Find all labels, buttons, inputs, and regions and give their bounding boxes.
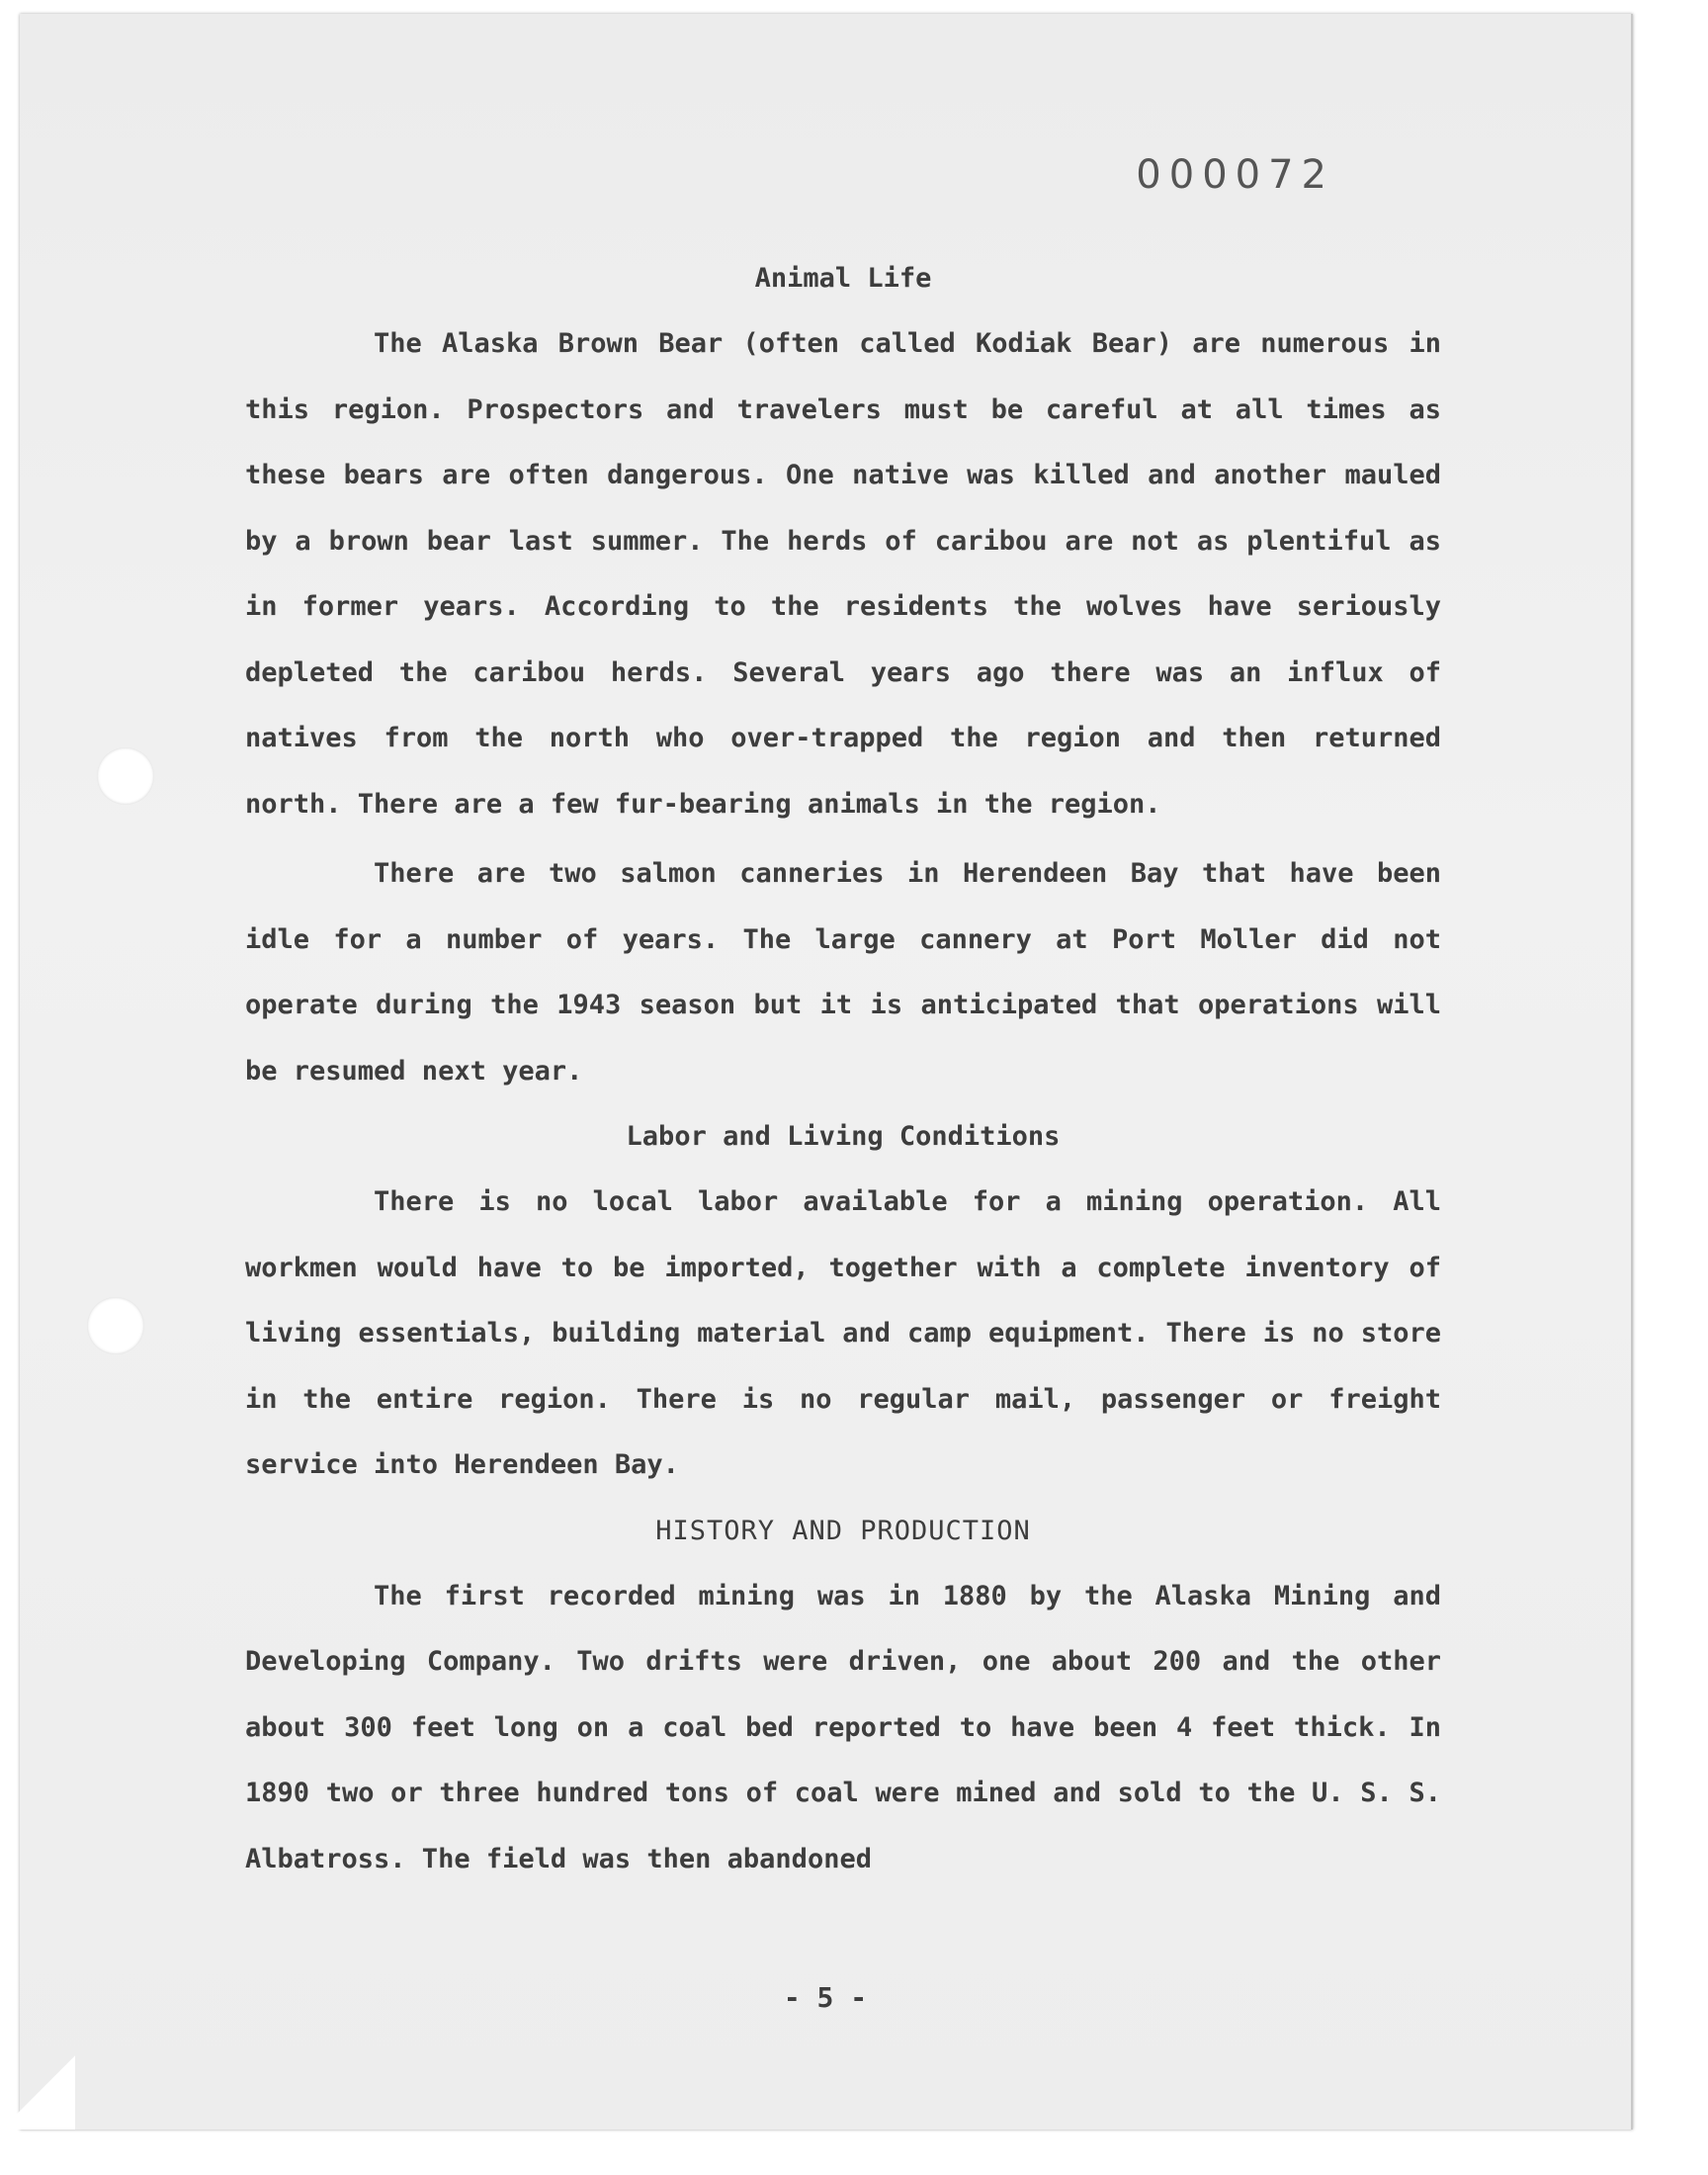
paragraph-history-1: The first recorded mining was in 1880 by the Alaska Mining and Developing Company. Two drifts were driven, one about 200 and the other about 300 feet long on a coal bed reported to have been 4 feet thick. In 1890 two or three hundred tons of coal were mined and sold to the U. S. S. Albatross. The field was then abandoned xyxy=(245,1580,1441,1874)
document-body xyxy=(245,246,1441,1892)
section-heading-animal-life: Animal Life xyxy=(754,263,932,294)
paragraph-labor-1: There is no local labor available for a mining operation. All workmen would have to be imported, together with a complete inventory of living essentials, building material and camp equipment. There is no store in the entire region. There is no regular mail, passenger or freight service into Herendeen Bay. xyxy=(245,1186,1441,1480)
paragraph-animal-life-2: There are two salmon canneries in Herendeen Bay that have been idle for a number of years. The large cannery at Port Moller did not operate during the 1943 season but it is anticipated that operations will be resumed next year. xyxy=(245,858,1441,1087)
paragraph-animal-life-1: The Alaska Brown Bear (often called Kodiak Bear) are numerous in this region. Prospectors and travelers must be careful at all times as these bears are often dangerous. One native was killed and another mauled by a brown bear last summer. The herds of caribou are not as plentiful as in former years. According to the residents the wolves have seriously depleted the caribou herds. Several years ago there was an influx of natives from the north who over-trapped the region and then returned north. There are a few fur-bearing animals in the region. xyxy=(245,328,1441,820)
section-heading-history: HISTORY AND PRODUCTION xyxy=(655,1515,1031,1546)
document-page xyxy=(20,14,1633,2130)
punch-hole-top xyxy=(97,747,154,805)
document-stamp-number: 000072 xyxy=(1136,152,1334,198)
section-heading-labor: Labor and Living Conditions xyxy=(626,1121,1061,1152)
page-number: - 5 - xyxy=(783,1981,868,2014)
punch-hole-bottom xyxy=(87,1297,144,1354)
